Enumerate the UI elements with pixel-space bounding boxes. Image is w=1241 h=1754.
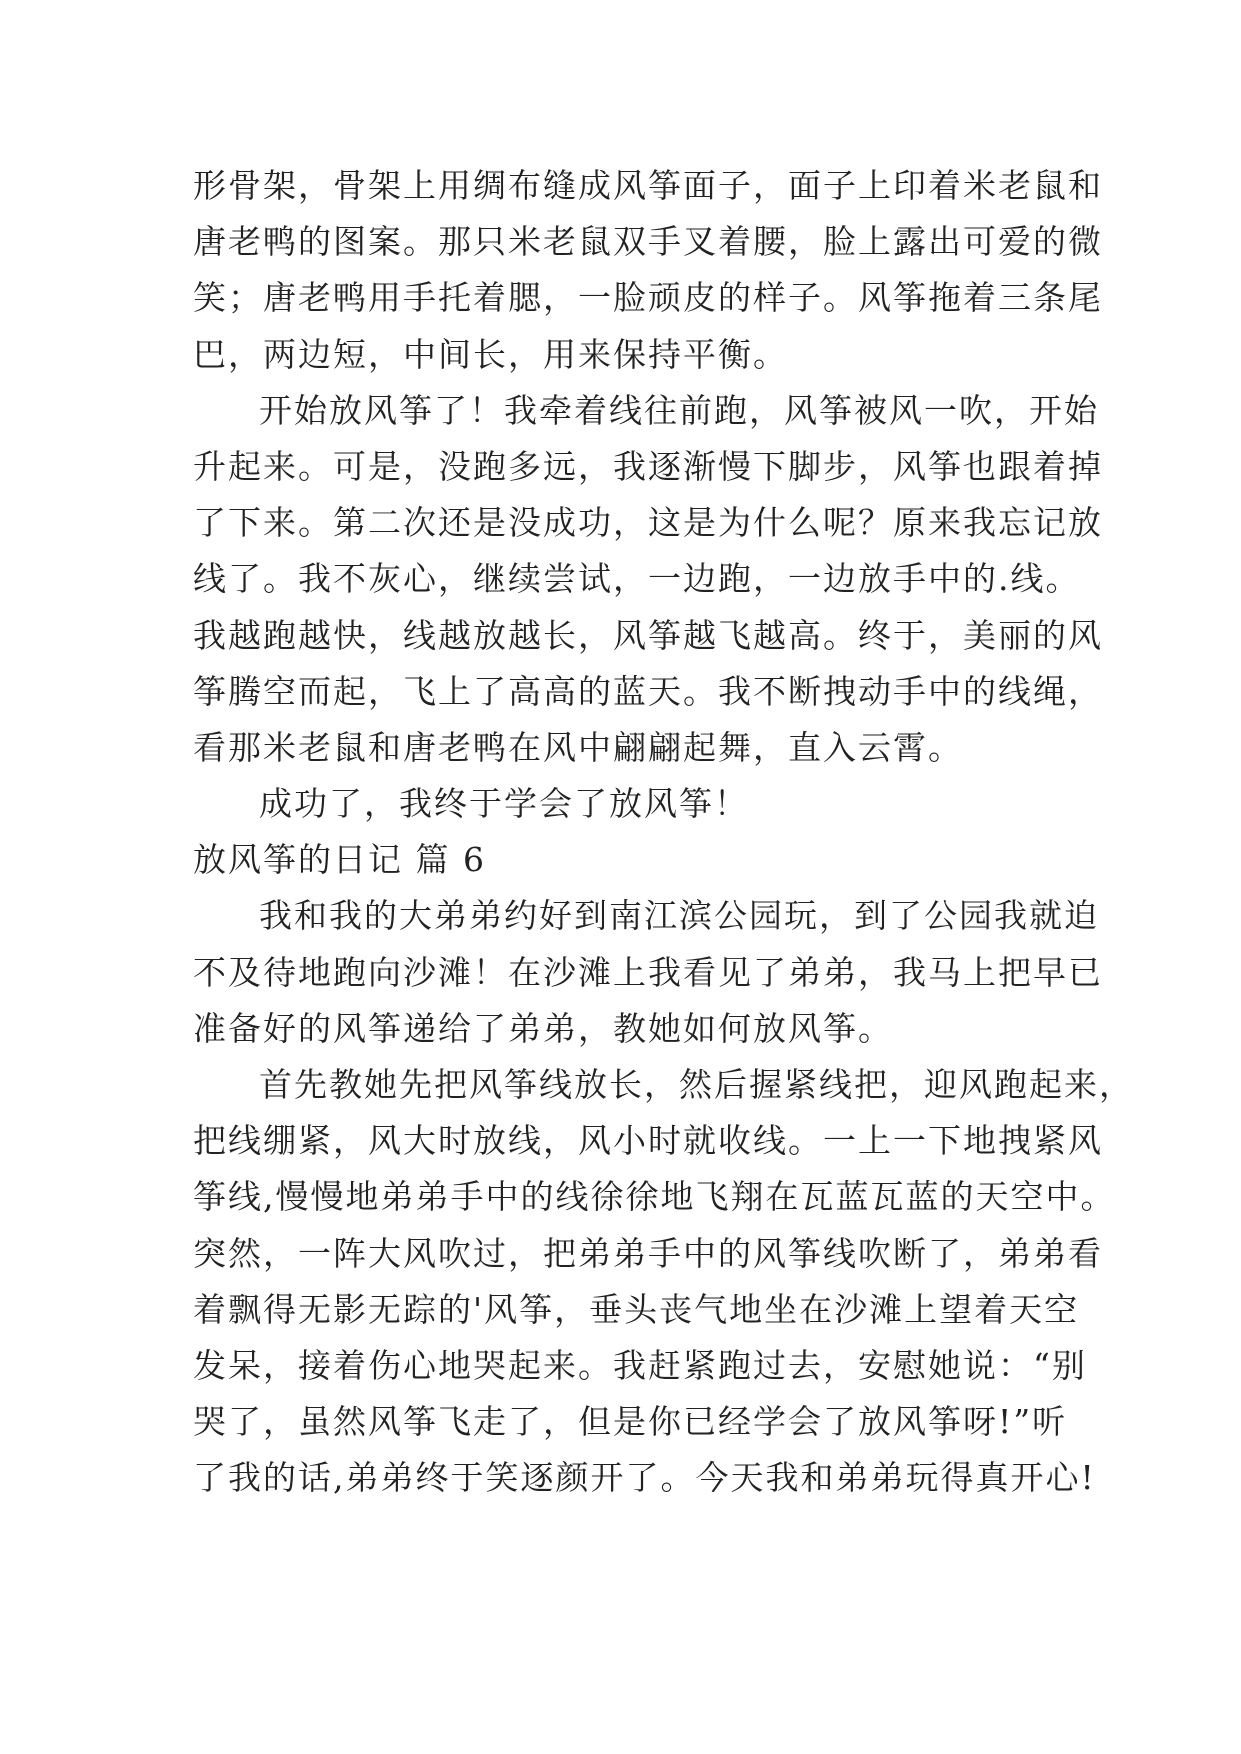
text-line: 形骨架，骨架上用绸布缝成风筝面子，面子上印着米老鼠和: [193, 166, 1103, 205]
text-line: 看那米老鼠和唐老鸭在风中翩翩起舞，直入云霄。: [193, 727, 963, 767]
text-line: 筝腾空而起，飞上了高高的蓝天。我不断拽动手中的线绳，: [193, 671, 1103, 711]
text-line: 把线绷紧，风大时放线，风小时就收线。一上一下地拽紧风: [193, 1121, 1103, 1161]
paragraph-first-line: 我和我的大弟弟约好到南江滨公园玩，到了公园我就迫: [259, 896, 1099, 936]
text-line: 了我的话,弟弟终于笑逐颜开了。今天我和弟弟玩得真开心!: [193, 1458, 1096, 1498]
paragraph-first-line: 首先教她先把风筝线放长，然后握紧线把，迎风跑起来，: [259, 1065, 1134, 1104]
text-line: 巴，两边短，中间长，用来保持平衡。: [193, 334, 788, 374]
text-line: 了下来。第二次还是没成功，这是为什么呢？原来我忘记放: [193, 503, 1103, 543]
text-line: 线了。我不灰心，继续尝试，一边跑，一边放手中的.线。: [193, 559, 1081, 599]
text-line: 准备好的风筝递给了弟弟，教她如何放风筝。: [193, 1008, 893, 1048]
text-line: 升起来。可是，没跑多远，我逐渐慢下脚步，风筝也跟着掉: [193, 446, 1103, 486]
text-line: 我越跑越快，线越放越长，风筝越飞越高。终于，美丽的风: [193, 615, 1103, 655]
text-line: 着飘得无影无踪的'风筝，垂头丧气地坐在沙滩上望着天空: [193, 1289, 1080, 1329]
document-body: [193, 158, 1134, 1507]
text-line: 筝线,慢慢地弟弟手中的线徐徐地飞翔在瓦蓝瓦蓝的天空中。: [193, 1177, 1116, 1217]
text-line: 笑；唐老鸭用手托着腮，一脸顽皮的样子。风筝拖着三条尾: [193, 278, 1103, 318]
paragraph-first-line: 成功了，我终于学会了放风筝！: [259, 784, 749, 824]
text-line: 不及待地跑向沙滩！在沙滩上我看见了弟弟，我马上把早已: [193, 952, 1103, 992]
paragraph-first-line: 开始放风筝了！我牵着线往前跑，风筝被风一吹，开始: [259, 390, 1099, 430]
text-line: 发呆，接着伤心地哭起来。我赶紧跑过去，安慰她说：“别: [193, 1345, 1087, 1385]
text-line: 哭了，虽然风筝飞走了，但是你已经学会了放风筝呀!”听: [193, 1402, 1068, 1442]
text-line: 突然，一阵大风吹过，把弟弟手中的风筝线吹断了，弟弟看: [193, 1233, 1103, 1273]
section-heading: 放风筝的日记 篇 6: [193, 840, 486, 880]
text-line: 唐老鸭的图案。那只米老鼠双手叉着腰，脸上露出可爱的微: [193, 222, 1103, 262]
